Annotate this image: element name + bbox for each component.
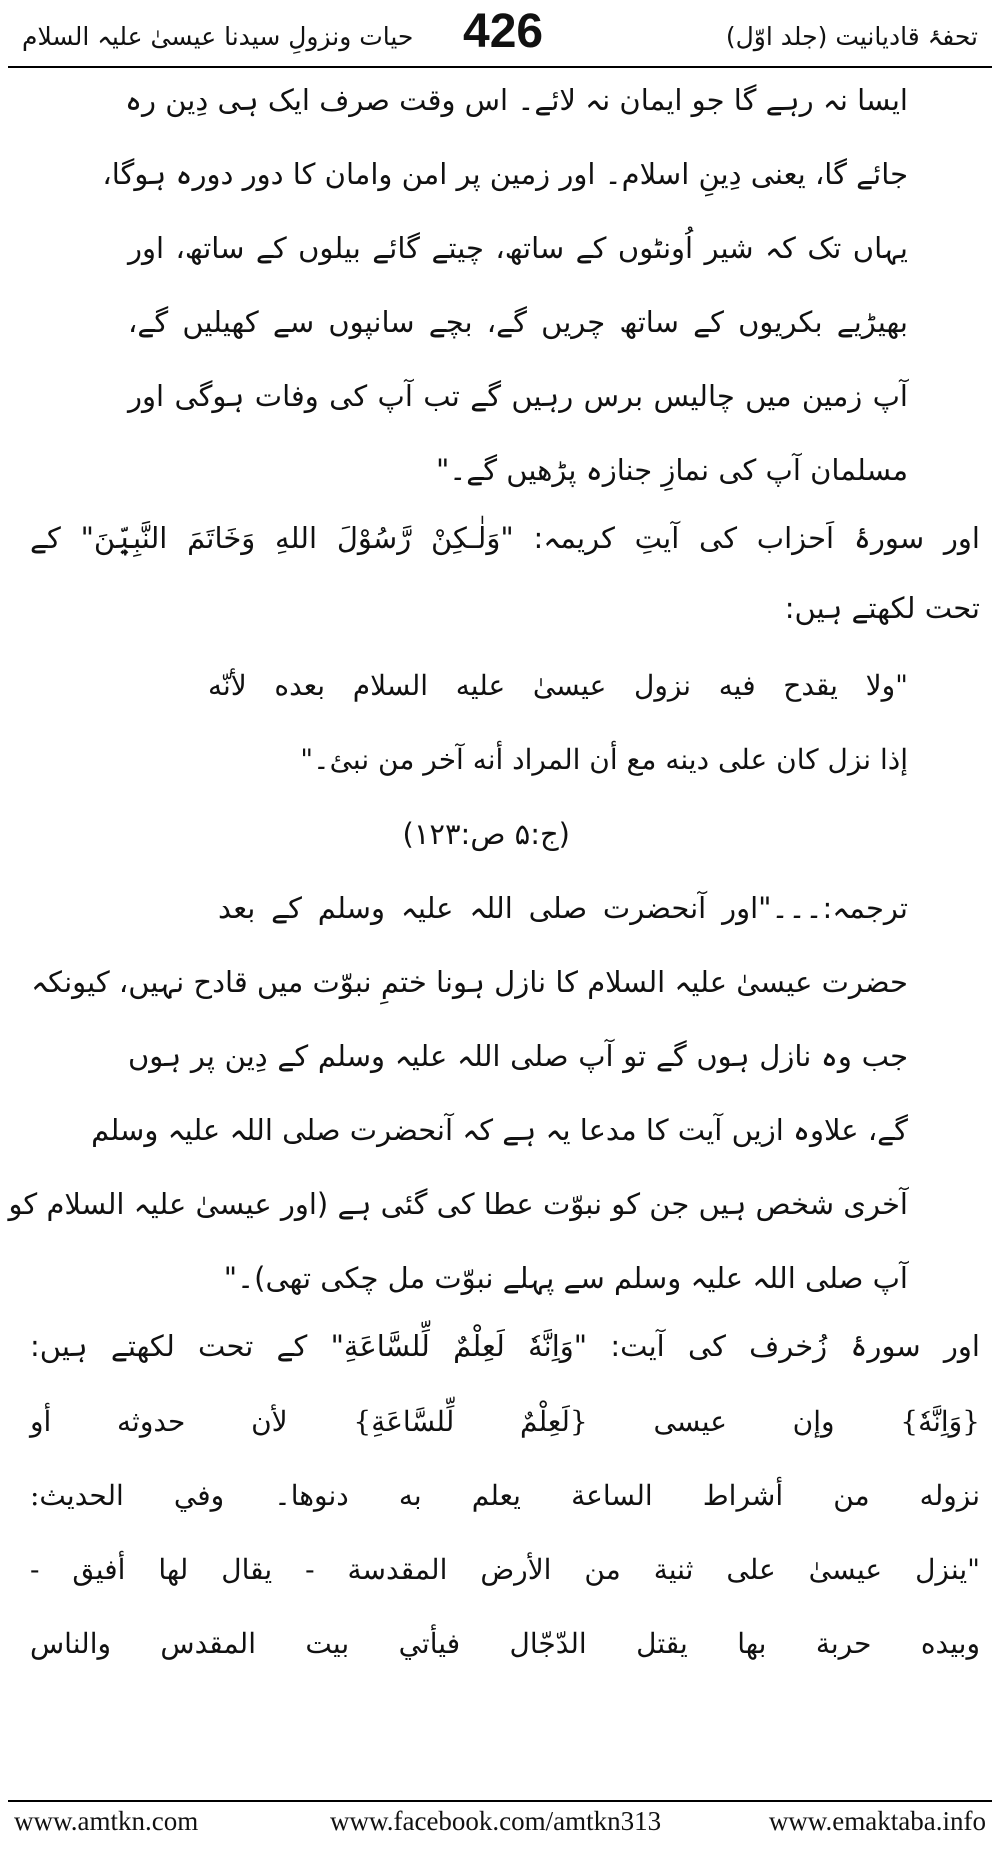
book-title: تحفۂ قادیانیت (جلد اوّل) [725, 22, 978, 51]
page-body [0, 68, 1000, 1783]
body-line: اور سورۂ اَحزاب کی آیتِ کریمہ: "وَلٰـكِنْ رَّسُوْلَ اللهِ وَخَاتَمَ النَّبِيّٖنَ" کے [30, 521, 980, 555]
translation-line: حضرت عیسیٰ علیہ السلام کا نازل ہونا ختمِ نبوّت میں قادح نہیں، کیونکہ [31, 965, 908, 999]
body-line: جائے گا، یعنی دِینِ اسلام۔ اور زمین پر امن وامان کا دور دورہ ہوگا، [102, 157, 908, 191]
footer-link-amtkn[interactable]: www.amtkn.com [14, 1806, 199, 1836]
arabic-tafsir-line: "ينزل عيسىٰ على ثنية من الأرض المقدسة - يقال لها أفيق - [30, 1553, 980, 1586]
arabic-tafsir-line: وبيده حربة بها يقتل الدّجّال فيأتي بيت المقدس والناس [30, 1627, 980, 1660]
arabic-tafsir-line: {وَاِنَّهٗ} وإن عيسى {لَعِلْمٌ لِّلسَّاعَةِ} لأن حدوثه أو [30, 1405, 980, 1438]
page-number: 426 [463, 5, 544, 58]
body-line: بھیڑیے بکریوں کے ساتھ چریں گے، بچے سانپوں سے کھیلیں گے، [128, 305, 908, 339]
body-line: تحت لکھتے ہیں: [784, 591, 980, 625]
reference-citation: (ج:۵ ص:۱۲۳) [402, 817, 570, 851]
arabic-tafsir-line: نزوله من أشراط الساعة يعلم به دنوها۔ وفي الحديث: [30, 1479, 980, 1512]
chapter-title: حیات ونزولِ سیدنا عیسیٰ علیہ السلام [22, 22, 414, 51]
body-line: مسلمان آپ کی نمازِ جنازہ پڑھیں گے۔" [435, 453, 908, 487]
body-line: اور سورۂ زُخرف کی آیت: "وَاِنَّهٗ لَعِلْمٌ لِّلسَّاعَةِ" کے تحت لکھتے ہیں: [30, 1329, 980, 1363]
translation-line: ترجمہ:۔۔۔"اور آنحضرت صلی اللہ علیہ وسلم کے بعد [218, 891, 908, 925]
footer-divider [8, 1800, 992, 1802]
translation-line: آخری شخص ہیں جن کو نبوّت عطا کی گئی ہے (اور عیسیٰ علیہ السلام کو [8, 1187, 908, 1221]
translation-line: گے، علاوہ ازیں آیت کا مدعا یہ ہے کہ آنحضرت صلی اللہ علیہ وسلم [91, 1113, 908, 1147]
arabic-quote-line: إذا نزل كان على دينه مع أن المراد أنه آخر من نبئ۔" [300, 743, 908, 776]
footer-link-facebook[interactable]: www.facebook.com/amtkn313 [330, 1806, 662, 1836]
arabic-quote-line: "ولا يقدح فيه نزول عيسىٰ عليه السلام بعده لأنّه [208, 669, 908, 702]
body-line: آپ زمین میں چالیس برس رہیں گے تب آپ کی وفات ہوگی اور [128, 379, 908, 413]
page-footer [0, 1806, 1000, 1846]
translation-line: جب وہ نازل ہوں گے تو آپ صلی اللہ علیہ وسلم کے دِین پر ہوں [128, 1039, 908, 1073]
page-header [0, 0, 1000, 68]
translation-line: آپ صلی اللہ علیہ وسلم سے پہلے نبوّت مل چکی تھی)۔" [223, 1261, 908, 1295]
footer-link-emaktaba[interactable]: www.emaktaba.info [768, 1806, 986, 1836]
body-line: ایسا نہ رہے گا جو ایمان نہ لائے۔ اس وقت صرف ایک ہی دِین رہ [125, 83, 908, 117]
body-line: یہاں تک کہ شیر اُونٹوں کے ساتھ، چیتے گائے بیلوں کے ساتھ، اور [128, 231, 908, 265]
